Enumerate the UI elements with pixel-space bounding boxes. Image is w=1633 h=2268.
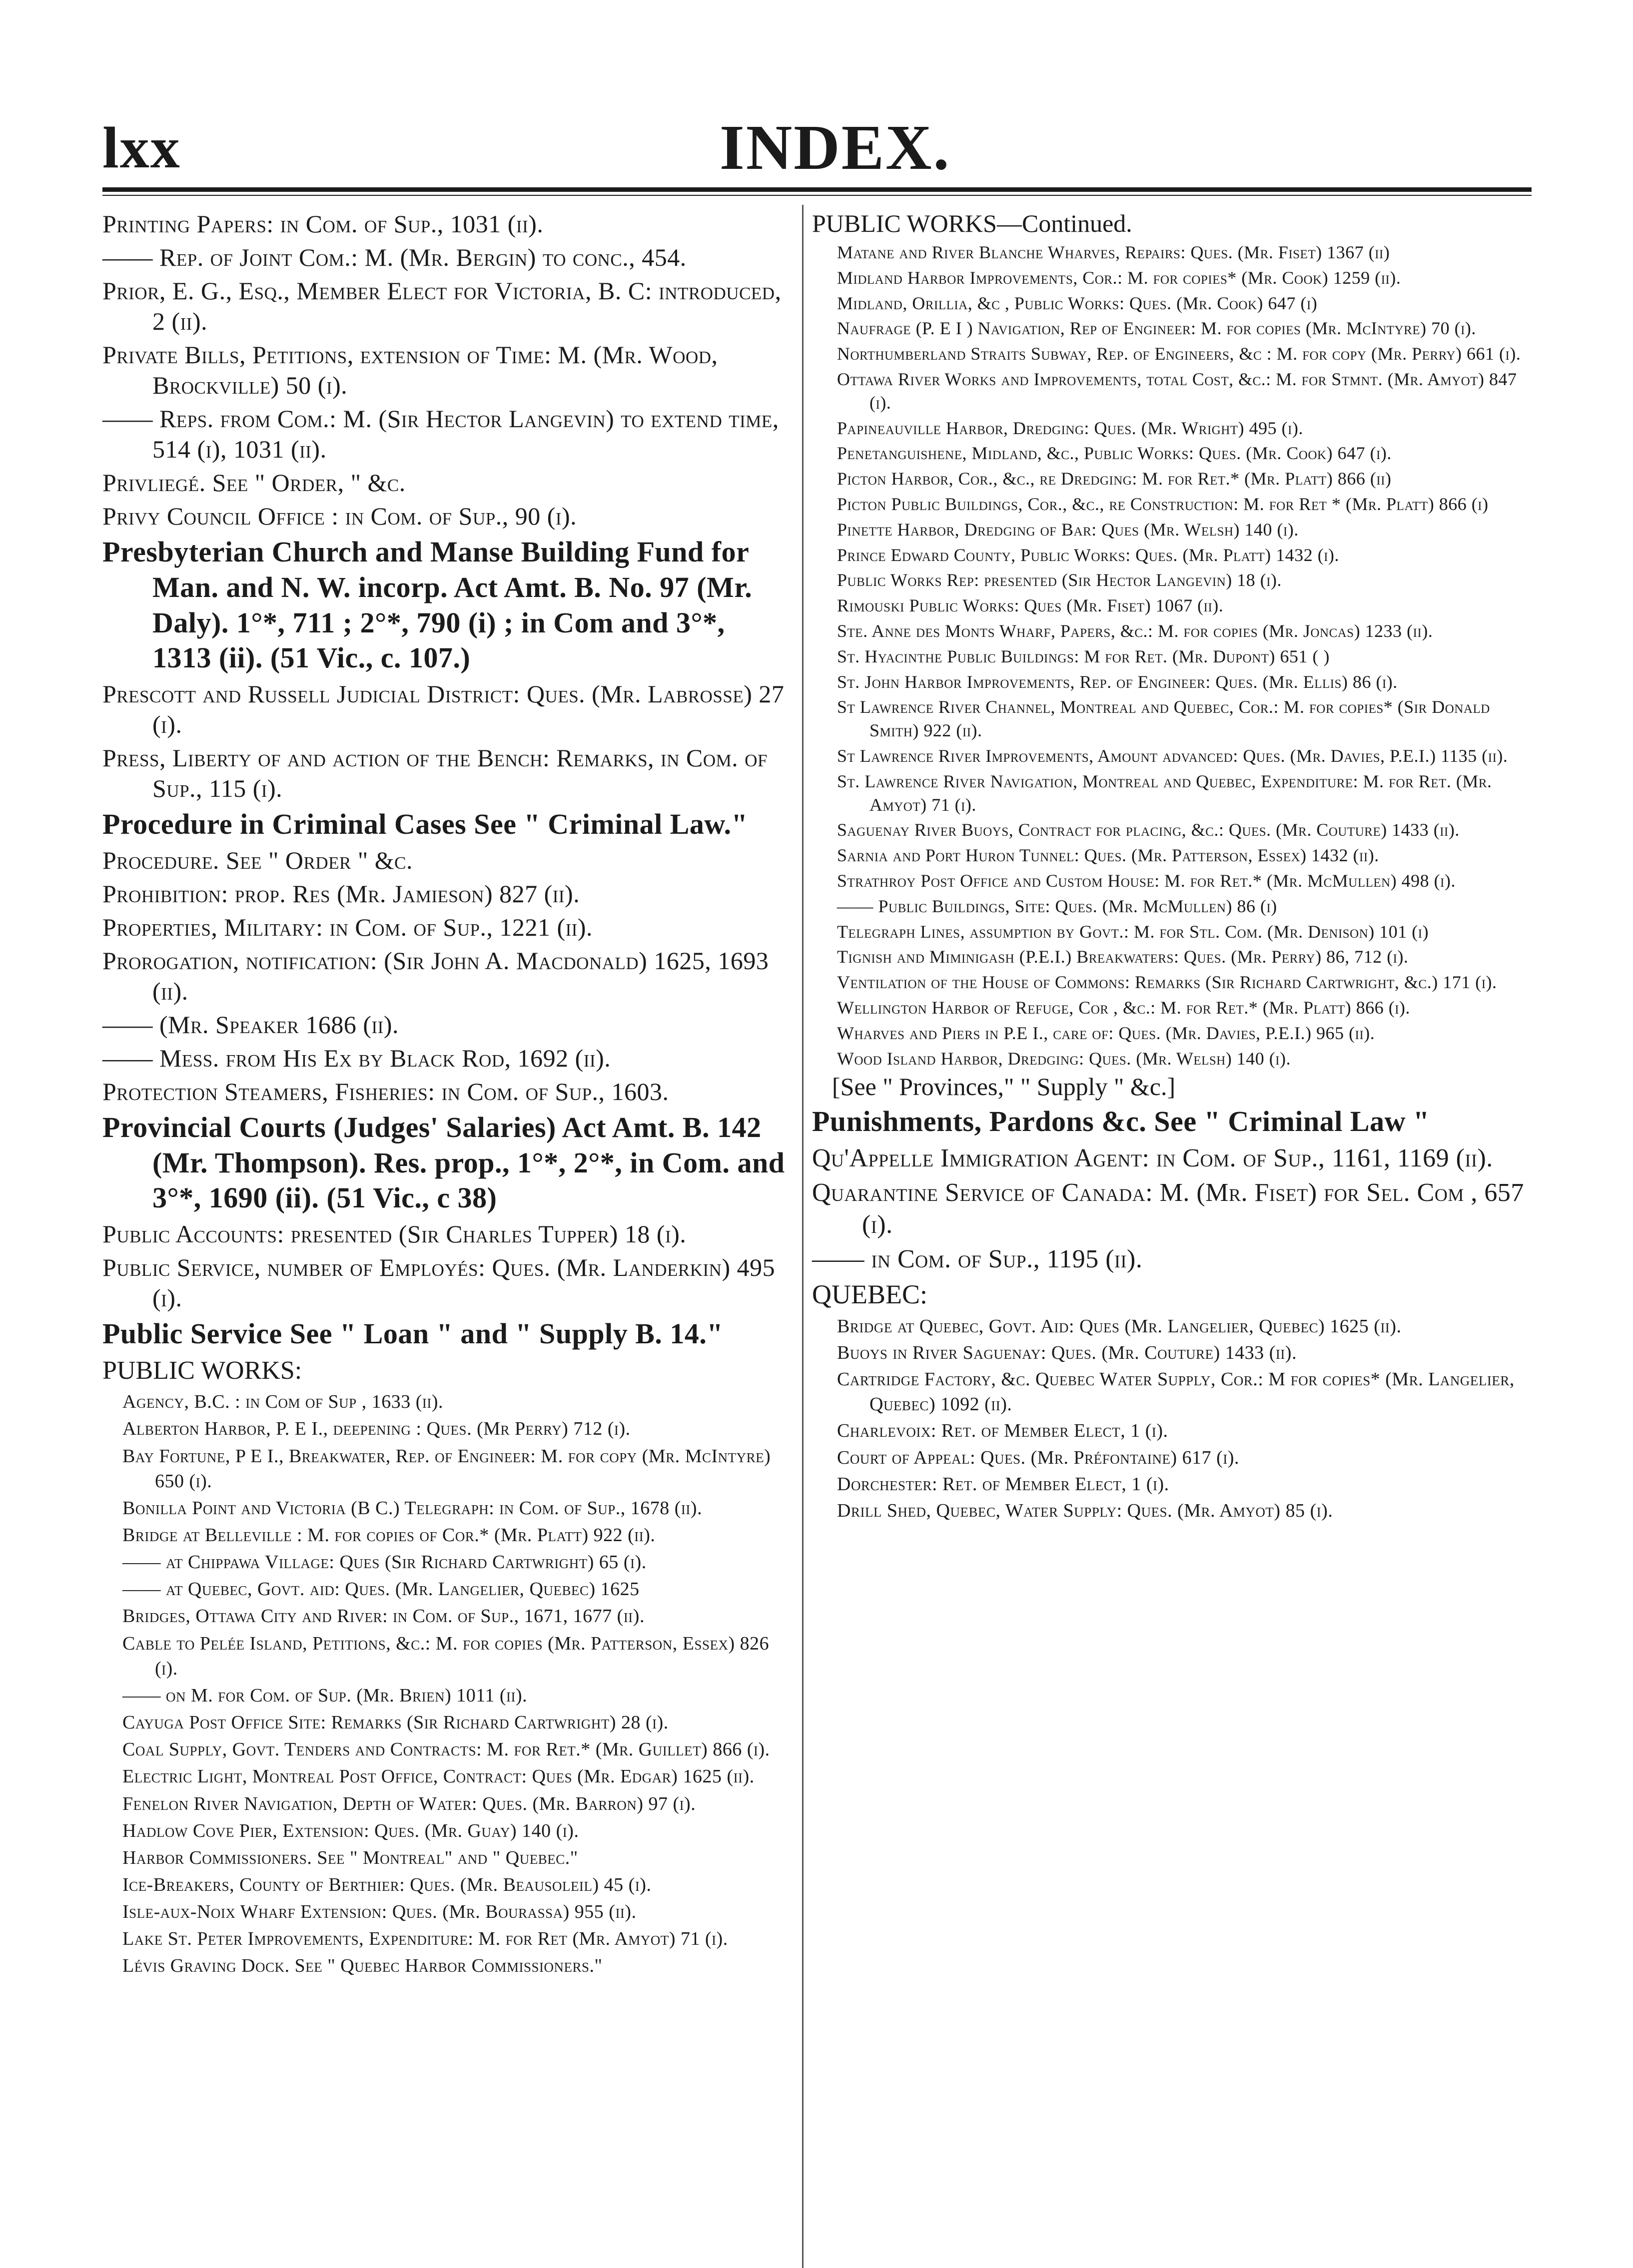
public-works-item: Agency, B.C. : in Com of Sup , 1633 (ii). (122, 1391, 443, 1413)
quebec-item: Drill Shed, Quebec, Water Supply: Ques. (Mr. Amyot) 85 (i). (837, 1500, 1333, 1522)
public-works-item: Midland, Orillia, &c , Public Works: Ques. (Mr. Cook) 647 (i) (837, 293, 1318, 313)
index-entry: Prescott and Russell Judicial District: Ques. (Mr. Labrosse) 27 (i). (102, 680, 785, 738)
public-works-item: Fenelon River Navigation, Depth of Water: Ques. (Mr. Barron) 97 (i). (122, 1793, 696, 1814)
public-works-item: Lévis Graving Dock. See " Quebec Harbor Commissioners." (122, 1955, 603, 1977)
public-works-item: Bay Fortune, P E I., Breakwater, Rep. of Engineer: M. for copy (Mr. McIntyre) 650 (i). (122, 1445, 771, 1492)
quebec-item: Charlevoix: Ret. of Member Elect, 1 (i). (837, 1420, 1168, 1442)
public-works-item: Coal Supply, Govt. Tenders and Contracts: M. for Ret.* (Mr. Guillet) 866 (i). (122, 1739, 770, 1760)
index-entry: Properties, Military: in Com. of Sup., 1221 (ii). (102, 913, 593, 941)
left-column (102, 209, 787, 1981)
index-entry: Protection Steamers, Fisheries: in Com. of Sup., 1603. (102, 1077, 669, 1106)
index-entry: —— Mess. from His Ex by Black Rod, 1692 (ii). (102, 1044, 611, 1072)
public-works-item: Telegraph Lines, assumption by Govt.: M. for Stl. Com. (Mr. Denison) 101 (i) (837, 921, 1429, 942)
public-works-item: Alberton Harbor, P. E I., deepening : Ques. (Mr Perry) 712 (i). (122, 1418, 631, 1440)
public-works-item: Ventilation of the House of Commons: Remarks (Sir Richard Cartwright, &c.) 171 (i). (837, 972, 1497, 993)
index-entry: Printing Papers: in Com. of Sup., 1031 (ii). (102, 210, 544, 238)
left-entries (102, 209, 787, 1386)
public-works-item: Picton Public Buildings, Cor., &c., re Construction: M. for Ret * (Mr. Platt) 866 (i) (837, 494, 1489, 514)
public-works-item: Electric Light, Montreal Post Office, Contract: Ques (Mr. Edgar) 1625 (ii). (122, 1766, 755, 1787)
public-works-item: Bridge at Belleville : M. for copies of Cor.* (Mr. Platt) 922 (ii). (122, 1524, 656, 1546)
index-entry: Public Service See " Loan " and " Supply B. 14." (102, 1317, 724, 1350)
index-entry: Privy Council Office : in Com. of Sup., 90 (i). (102, 502, 577, 530)
public-works-item: Ste. Anne des Monts Wharf, Papers, &c.: M. for copies (Mr. Joncas) 1233 (ii). (837, 620, 1433, 641)
index-entry: Privliegé. See " Order, " &c. (102, 469, 406, 497)
quebec-item: Dorchester: Ret. of Member Elect, 1 (i). (837, 1474, 1169, 1495)
index-entry: Public Accounts: presented (Sir Charles Tupper) 18 (i). (102, 1220, 687, 1248)
index-entry: Quarantine Service of Canada: M. (Mr. Fiset) for Sel. Com , 657 (i). (812, 1178, 1524, 1239)
public-works-item: Ottawa River Works and Improvements, total Cost, &c.: M. for Stmnt. (Mr. Amyot) 847 (i). (837, 369, 1517, 413)
public-works-item: —— Public Buildings, Site: Ques. (Mr. McMullen) 86 (i) (837, 896, 1277, 916)
index-entry: Prorogation, notification: (Sir John A. Macdonald) 1625, 1693 (ii). (102, 946, 769, 1005)
index-entry: Prior, E. G., Esq., Member Elect for Victoria, B. C: introduced, 2 (ii). (102, 277, 782, 335)
index-entry: QUEBEC: (812, 1279, 928, 1309)
public-works-item: —— at Chippawa Village: Ques (Sir Richard Cartwright) 65 (i). (122, 1552, 647, 1573)
index-entry: Punishments, Pardons &c. See " Criminal Law " (812, 1105, 1430, 1138)
continued-heading: PUBLIC WORKS—Continued. (812, 209, 1132, 237)
public-works-item: St. Lawrence River Navigation, Montreal and Quebec, Expenditure: M. for Ret. (Mr. Amyot) 71 (i). (837, 771, 1492, 815)
public-works-item: Matane and River Blanche Wharves, Repairs: Ques. (Mr. Fiset) 1367 (ii) (837, 242, 1390, 262)
page-folio: lxx (102, 115, 181, 180)
public-works-item: Harbor Commissioners. See " Montreal" and " Quebec." (122, 1847, 578, 1868)
public-works-item: Wood Island Harbor, Dredging: Ques. (Mr. Welsh) 140 (i). (837, 1048, 1291, 1069)
public-works-item: St. John Harbor Improvements, Rep. of Engineer: Ques. (Mr. Ellis) 86 (i). (837, 671, 1398, 692)
index-entry: —— Rep. of Joint Com.: M. (Mr. Bergin) to conc., 454. (102, 243, 687, 271)
index-entry: Prohibition: prop. Res (Mr. Jamieson) 827 (ii). (102, 879, 580, 908)
header-rule-thin (102, 195, 1532, 196)
public-works-item: Public Works Rep: presented (Sir Hector Langevin) 18 (i). (837, 570, 1282, 590)
page-title: INDEX. (720, 112, 951, 183)
index-entry: Provincial Courts (Judges' Salaries) Act Amt. B. 142 (Mr. Thompson). Res. prop., 1°*, 2°*, in Com. and 3°*, 1690 (ii). (51 Vic., c 38) (102, 1111, 785, 1214)
index-entry: Presbyterian Church and Manse Building Fund for Man. and N. W. incorp. Act Amt. B. No. 97 (Mr. Daly). 1°*, 711 ; 2°*, 790 (i) ; in Com and 3°*, 1313 (ii). (51 Vic., c. 107.) (102, 536, 753, 674)
public-works-item: Saguenay River Buoys, Contract for placing, &c.: Ques. (Mr. Couture) 1433 (ii). (837, 820, 1460, 840)
public-works-item: Lake St. Peter Improvements, Expenditure: M. for Ret (Mr. Amyot) 71 (i). (122, 1928, 728, 1950)
index-entry: —— (Mr. Speaker 1686 (ii). (102, 1010, 399, 1039)
public-works-item: Cable to Pelée Island, Petitions, &c.: M. for copies (Mr. Patterson, Essex) 826 (i). (122, 1633, 770, 1679)
public-works-item: —— at Quebec, Govt. aid: Ques. (Mr. Langelier, Quebec) 1625 (122, 1579, 640, 1600)
index-entry: Private Bills, Petitions, extension of Time: M. (Mr. Wood, Brockville) 50 (i). (102, 341, 718, 399)
public-works-item: Northumberland Straits Subway, Rep. of Engineers, &c : M. for copy (Mr. Perry) 661 (i). (837, 344, 1521, 364)
public-works-list (102, 1389, 787, 1978)
public-works-item: St Lawrence River Channel, Montreal and Quebec, Cor.: M. for copies* (Sir Donald Smith) 922 (ii). (837, 697, 1490, 741)
public-works-item: Wellington Harbor of Refuge, Cor , &c.: M. for Ret.* (Mr. Platt) 866 (i). (837, 997, 1411, 1018)
quebec-item: Bridge at Quebec, Govt. Aid: Ques (Mr. Langelier, Quebec) 1625 (ii). (837, 1315, 1402, 1337)
quebec-list (812, 1314, 1542, 1524)
public-works-item: Penetanguishene, Midland, &c., Public Works: Ques. (Mr. Cook) 647 (i). (837, 443, 1392, 464)
public-works-item: Bonilla Point and Victoria (B C.) Telegraph: in Com. of Sup., 1678 (ii). (122, 1497, 703, 1519)
quebec-item: Cartridge Factory, &c. Quebec Water Supply, Cor.: M for copies* (Mr. Langelier, Quebec) 1092 (ii). (837, 1369, 1515, 1415)
index-entry: PUBLIC WORKS: (102, 1356, 302, 1385)
public-works-item: —— on M. for Com. of Sup. (Mr. Brien) 1011 (ii). (122, 1685, 528, 1706)
public-works-item: Naufrage (P. E I ) Navigation, Rep of Engineer: M. for copies (Mr. McIntyre) 70 (i). (837, 318, 1476, 339)
public-works-item: Pinette Harbor, Dredging of Bar: Ques (Mr. Welsh) 140 (i). (837, 519, 1299, 540)
public-works-item: Hadlow Cove Pier, Extension: Ques. (Mr. Guay) 140 (i). (122, 1820, 579, 1841)
public-works-item: Rimouski Public Works: Ques (Mr. Fiset) 1067 (ii). (837, 595, 1224, 616)
public-works-item: Papineauville Harbor, Dredging: Ques. (Mr. Wright) 495 (i). (837, 418, 1303, 438)
index-entry: —— in Com. of Sup., 1195 (ii). (812, 1245, 1143, 1274)
index-entry: Press, Liberty of and action of the Bench: Remarks, in Com. of Sup., 115 (i). (102, 744, 768, 802)
right-column (812, 209, 1542, 1526)
public-works-item: Midland Harbor Improvements, Cor.: M. for copies* (Mr. Cook) 1259 (ii). (837, 267, 1401, 288)
right-entries (812, 1104, 1542, 1311)
public-works-item: Ice-Breakers, County of Berthier: Ques. (Mr. Beausoleil) 45 (i). (122, 1874, 652, 1895)
public-works-item: Picton Harbor, Cor., &c., re Dredging: M. for Ret.* (Mr. Platt) 866 (ii) (837, 469, 1392, 489)
public-works-item: Strathroy Post Office and Custom House: M. for Ret.* (Mr. McMullen) 498 (i). (837, 870, 1456, 891)
public-works-item: Sarnia and Port Huron Tunnel: Ques. (Mr. Patterson, Essex) 1432 (ii). (837, 845, 1379, 866)
public-works-item: Wharves and Piers in P.E I., care of: Ques. (Mr. Davies, P.E.I.) 965 (ii). (837, 1023, 1375, 1043)
column-divider (802, 205, 804, 2268)
index-entry: Procedure. See " Order " &c. (102, 846, 413, 874)
header-rule (102, 187, 1532, 192)
quebec-item: Buoys in River Saguenay: Ques. (Mr. Couture) 1433 (ii). (837, 1342, 1297, 1364)
public-works-item: Bridges, Ottawa City and River: in Com. of Sup., 1671, 1677 (ii). (122, 1606, 645, 1627)
index-entry: Public Service, number of Employés: Ques. (Mr. Landerkin) 495 (i). (102, 1253, 776, 1312)
index-entry: —— Reps. from Com.: M. (Sir Hector Langevin) to extend time, 514 (i), 1031 (ii). (102, 405, 779, 463)
public-works-item: Isle-aux-Noix Wharf Extension: Ques. (Mr. Bourassa) 955 (ii). (122, 1901, 637, 1923)
index-entry: Qu'Appelle Immigration Agent: in Com. of Sup., 1161, 1169 (ii). (812, 1144, 1493, 1173)
quebec-item: Court of Appeal: Ques. (Mr. Préfontaine) 617 (i). (837, 1447, 1239, 1468)
public-works-item: Tignish and Miminigash (P.E.I.) Breakwaters: Ques. (Mr. Perry) 86, 712 (i). (837, 947, 1409, 967)
public-works-item: Cayuga Post Office Site: Remarks (Sir Richard Cartwright) 28 (i). (122, 1712, 669, 1733)
public-works-item: St Lawrence River Improvements, Amount advanced: Ques. (Mr. Davies, P.E.I.) 1135 (ii). (837, 745, 1508, 766)
public-works-item: St. Hyacinthe Public Buildings: M for Ret. (Mr. Dupont) 651 ( ) (837, 646, 1330, 666)
see-also-note: [See " Provinces," " Supply " &c.] (832, 1073, 1176, 1101)
public-works-item: Prince Edward County, Public Works: Ques. (Mr. Platt) 1432 (i). (837, 545, 1340, 565)
index-entry: Procedure in Criminal Cases See " Criminal Law." (102, 808, 748, 840)
public-works-continued-list (812, 241, 1542, 1070)
